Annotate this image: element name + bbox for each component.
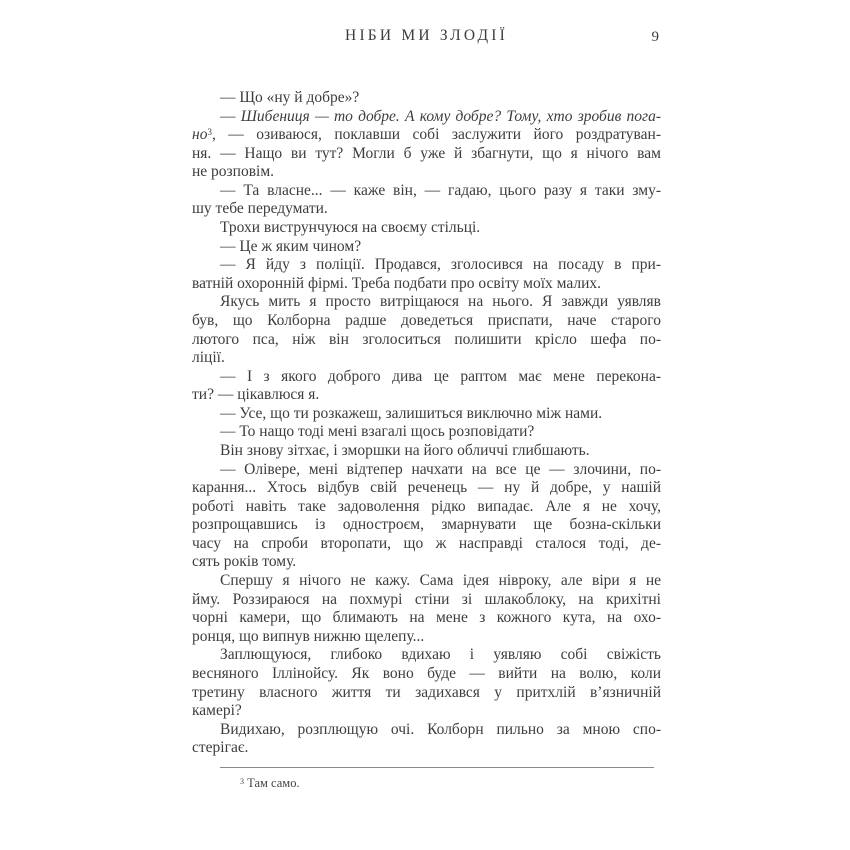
text-line	[192, 108, 661, 127]
text-segment: ти? — цікавлюся я.	[192, 386, 320, 404]
text-segment: чорні камери, що блимають на мене з кожного кута, на охо-	[192, 609, 661, 627]
text-line	[192, 238, 661, 257]
text-line	[192, 553, 661, 572]
footnote-text	[240, 776, 660, 791]
text-segment: Якусь мить я просто витріщаюся на нього. Я завжди уявляв	[220, 293, 661, 311]
text-segment: — Що «ну й добре»?	[220, 89, 360, 106]
footnote-marker: 3	[207, 127, 212, 138]
text-segment: — Олівере, мені відтепер начхати на все це — злочини, по-	[220, 460, 661, 478]
text-segment: — І з якого доброго дива це раптом має мене перекона-	[220, 367, 661, 385]
text-segment: сять років тому.	[192, 553, 297, 571]
text-line	[192, 368, 661, 387]
text-line	[192, 646, 661, 665]
text-segment: третину власного життя ти задихався у притхлій в’язничній	[192, 683, 661, 701]
text-line	[192, 442, 661, 461]
page-body	[192, 89, 661, 758]
text-segment: шу тебе передумати.	[192, 200, 328, 218]
page-number: 9	[651, 29, 659, 45]
text-segment: Спершу я нічого не кажу. Сама ідея нівроку, але віри я не	[220, 572, 661, 590]
text-segment: розпрощавшись із одностроєм, змарнувати ще бозна-скільки	[192, 516, 661, 534]
text-segment: Трохи виструнчуюся на своєму стільці.	[220, 219, 481, 237]
text-line	[192, 200, 661, 219]
text-line	[192, 516, 661, 535]
text-line	[192, 405, 661, 424]
text-line	[192, 721, 661, 740]
text-line	[192, 628, 661, 647]
text-segment: йму. Роззираюся на похмурі стіни зі шлакоблоку, на крихітні	[192, 590, 661, 608]
text-line	[192, 312, 661, 331]
text-segment: , — озиваюся, поклавши собі заслужити його роздратуван-	[211, 126, 661, 144]
text-line	[192, 665, 661, 684]
text-segment: часу на спроби второпати, що ж насправді сталося тоді, де-	[192, 534, 661, 552]
text-segment: — Я йду з поліції. Продався, зголосився на посаду в при-	[220, 256, 661, 274]
text-segment: Видихаю, розплющую очі. Колборн пильно за мною спо-	[220, 720, 661, 738]
text-line	[192, 349, 661, 368]
text-line	[192, 479, 661, 498]
text-line	[192, 423, 661, 442]
text-line	[192, 609, 661, 628]
text-segment: ватній охоронній фірмі. Треба подбати про освіту моїх малих.	[192, 274, 602, 292]
text-segment: Там само.	[244, 776, 300, 790]
text-line	[192, 498, 661, 517]
text-line	[192, 275, 661, 294]
text-segment: Заплющуюся, глибоко вдихаю і уявляю собі свіжість	[220, 646, 661, 664]
text-line	[192, 182, 661, 201]
text-line	[192, 145, 661, 164]
text-line	[192, 591, 661, 610]
running-head	[192, 27, 661, 49]
text-segment: Шибениця — то добре. А кому добре? Тому, хто зробив пога-	[240, 107, 662, 125]
text-line	[192, 126, 661, 145]
text-segment: стерігає.	[192, 739, 249, 757]
text-segment: камері?	[192, 702, 242, 720]
text-segment: лютого пса, ніж він зголоситься полишити крісло шефа по-	[192, 330, 661, 348]
text-line	[192, 219, 661, 238]
text-segment: Він знову зітхає, і зморшки на його обличчі глибшають.	[220, 441, 590, 459]
text-line	[192, 163, 661, 182]
text-line	[192, 293, 661, 312]
text-segment: весняного Іллінойсу. Як воно буде — вийти на волю, коли	[192, 664, 661, 682]
text-line	[192, 535, 661, 554]
text-segment: роботі навіть таке задоволення рідко випадає. Але я не хочу,	[192, 497, 661, 515]
text-line	[192, 331, 661, 350]
text-line	[192, 684, 661, 703]
text-segment: ронця, що випнув нижню щелепу...	[192, 627, 425, 645]
text-segment: ня. — Нащо ви тут? Могли б уже й збагнути, що я нічого вам	[192, 144, 661, 162]
text-line	[192, 739, 661, 758]
running-head-title: НІБИ МИ ЗЛОДІЇ	[345, 27, 508, 44]
text-segment: був, що Колборна радше доведеться приспати, наче старого	[192, 311, 661, 329]
footnote-marker: 3	[240, 777, 244, 786]
text-line	[192, 386, 661, 405]
text-segment: — Усе, що ти розкажеш, залишиться виключно між нами.	[220, 404, 603, 422]
text-line	[192, 572, 661, 591]
text-segment: — Це ж яким чином?	[220, 237, 362, 255]
text-segment: —	[220, 107, 241, 125]
text-segment: но	[192, 126, 208, 144]
footnote-rule	[220, 767, 654, 768]
text-line	[192, 89, 661, 108]
text-segment: — Та власне... — каже він, — гадаю, цього разу я таки зму-	[220, 181, 661, 199]
text-segment: карання... Хтось відбув свій реченець — ну й добре, у нашій	[192, 479, 661, 497]
text-segment: не розповім.	[192, 163, 275, 181]
text-line	[192, 256, 661, 275]
text-line	[192, 702, 661, 721]
text-segment: ліції.	[192, 349, 225, 367]
text-segment: — То нащо тоді мені взагалі щось розповідати?	[220, 423, 535, 441]
text-line	[192, 461, 661, 480]
